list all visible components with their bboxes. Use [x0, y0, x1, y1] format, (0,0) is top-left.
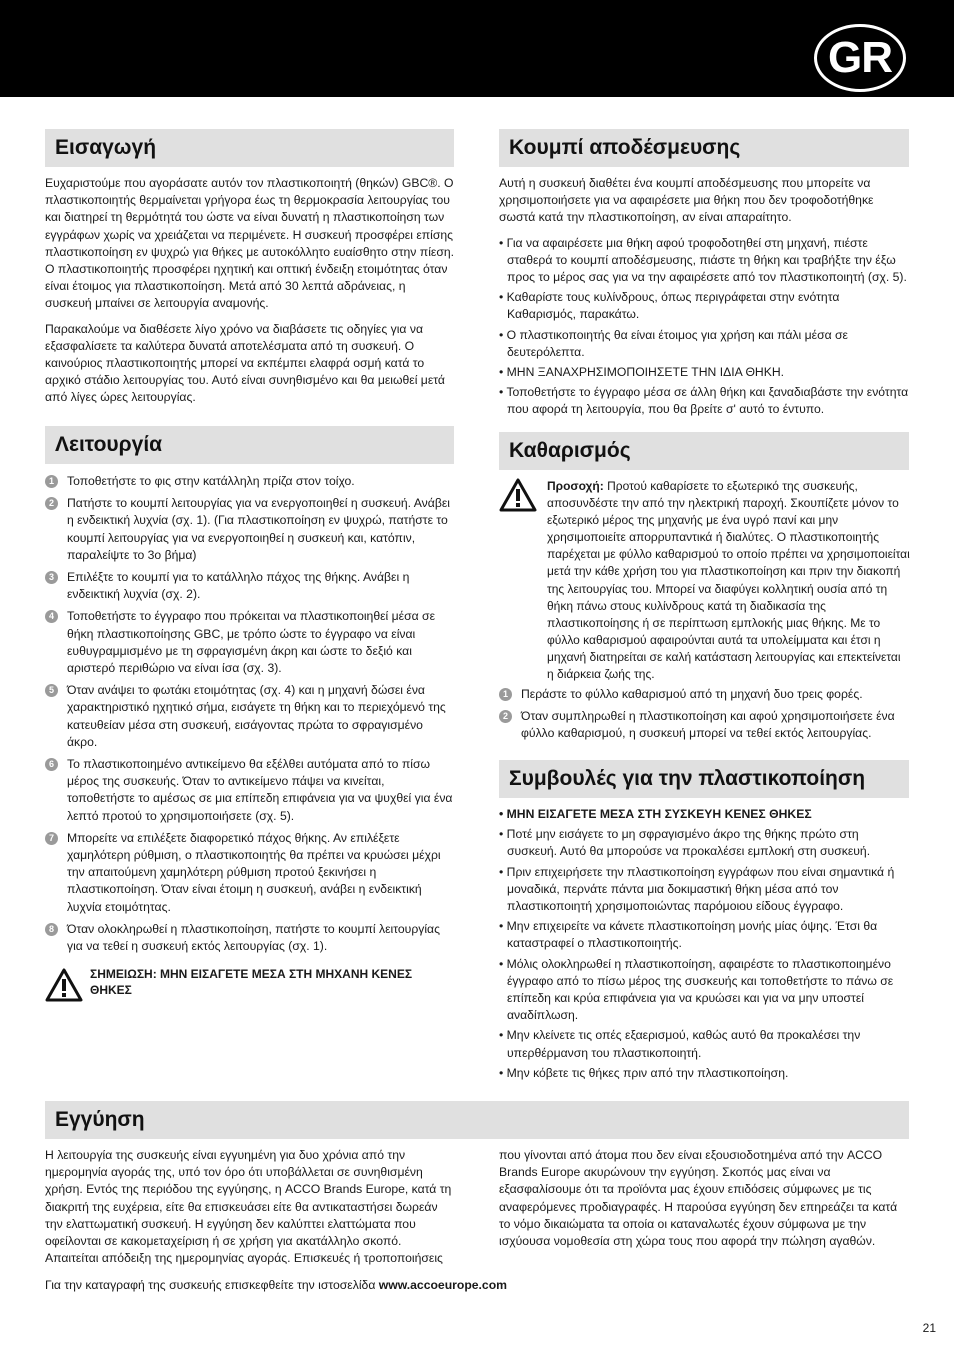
release-heading: Κουμπί αποδέσμευσης — [499, 129, 909, 167]
tips-heading: Συμβουλές για την πλαστικοποίηση — [499, 760, 909, 798]
operation-step — [45, 682, 455, 751]
step-text: Πατήστε το κουμπί λειτουργίας για να ενεργοποιηθεί η συσκευή. Ανάβει η ενδεικτική λυχνία (σχ. 1). (Για πλαστικοποίηση εν ψυχρώ, πατήστε το κουμπί λειτουργίας για να ενεργοποιηθεί η συσκευή και, κατόπιν, παραλείψτε το 3ο βήμα) — [67, 496, 450, 562]
cleaning-steps — [499, 686, 911, 748]
step-text: Τοποθετήστε το έγγραφο που πρόκειται να πλαστικοποιηθεί μέσα σε θήκη πλαστικοποίησης GBC, με τρόπο ώστε το έγγραφο να είναι ευθυγραμμισμένο με τη σφραγισμένη άκρη και ώστε το δεξιό και αριστερό περιθώριο να είναι ίσα (σχ. 3). — [67, 609, 436, 676]
operation-step — [45, 473, 455, 490]
tips-bullet: • Μην κόβετε τις θήκες πριν από την πλαστικοποίηση. — [499, 1065, 911, 1082]
step-text: Επιλέξτε το κουμπί για το κατάλληλο πάχος της θήκης. Ανάβει η ενδεικτική λυχνία (σχ. 2). — [67, 570, 410, 602]
step-text: Τοποθετήστε το φις στην κατάλληλη πρίζα στον τοίχο. — [67, 474, 355, 488]
cleaning-step — [499, 708, 911, 742]
step-number-icon: 8 — [45, 923, 58, 936]
warning-icon — [499, 478, 537, 512]
operation-step — [45, 921, 455, 955]
release-text — [499, 175, 911, 422]
caution-label: Προσοχή: — [547, 479, 604, 493]
operation-heading: Λειτουργία — [45, 426, 454, 464]
tips-bullet: • Ποτέ μην εισάγετε το μη σφραγισμένο άκρο της θήκης πρώτο στη συσκευή. Αυτό θα μπορούσε να προκαλέσει εμπλοκή στη συσκευή. — [499, 826, 911, 860]
page-number: 21 — [922, 1321, 936, 1335]
step-number-icon: 1 — [499, 688, 512, 701]
operation-step — [45, 608, 455, 677]
operation-step — [45, 495, 455, 564]
release-bullet: • Καθαρίστε τους κυλίνδρους, όπως περιγράφεται στην ενότητα Καθαρισμός, παρακάτω. — [499, 289, 911, 323]
warranty-left-text: Η λειτουργία της συσκευής είναι εγγυημένη για δυο χρόνια από την ημερομηνία αγοράς της, υπό τον όρο ότι υποβάλλεται σε συνηθισμένη χρήση. Εντός της περιόδου της εγγύησης, η ACCO Brands Europe, κατά τη διακριτή της ευχέρεια, είτε θα επισκευάσει είτε θα αντικαταστήσει δωρεάν την ελαττωματική συσκευή. Η εγγύηση δεν καλύπτει ελαττώματα που οφείλονται σε κακομεταχείριση ή σε χρήση για ακατάλληλο σκοπό. Απαιτείται απόδειξη της ημερομηνίας αγοράς. Επισκευές ή τροποποιήσεις — [45, 1148, 452, 1266]
warranty-right-text: που γίνονται από άτομα που δεν είναι εξουσιοδοτημένα από την ACCO Brands Europe ακυρώνουν την εγγύηση. Σκοπός μας είναι να εξασφαλίσουμε ότι τα προϊόντα μας έχουν επιδόσεις σύμφωνες με τις αναφερόμενες προδιαγραφές. Η παρούσα εγγύηση δεν επηρεάζει τα κατά το νόμο δικαιώματα τα οποία οι καταναλωτές έχουν σύμφωνα με την ισχύουσα νομοθεσία στη χώρα τους που αφορά την πώληση αγαθών. — [499, 1148, 898, 1249]
step-text: Όταν ολοκληρωθεί η πλαστικοποίηση, πατήστε το κουμπί λειτουργίας για να τεθεί η συσκευή εκτός λειτουργίας (σχ. 1). — [67, 921, 440, 954]
step-number-icon: 2 — [45, 497, 58, 510]
step-text: Το πλαστικοποιημένο αντικείμενο θα εξέλθει αυτόματα από το πίσω μέρος της συσκευής. Όταν το αντικείμενο πάψει να κινείται, τοποθετήστε το αμέσως σε μια επίπεδη επιφάνεια για να ψυχθεί για ένα λεπτό προτού το χρησιμοποιήσετε (σχ. 5). — [67, 757, 453, 823]
registration-line — [45, 1277, 745, 1294]
operation-steps — [45, 473, 455, 960]
intro-text — [45, 175, 455, 415]
intro-paragraph-1: Ευχαριστούμε που αγοράσατε αυτόν τον πλαστικοποιητή (θηκών) GBC®. Ο πλαστικοποιητής θερμαίνεται γρήγορα έως τη θερμοκρασία λειτουργίας του και διατηρεί τη θερμότητά του ώστε να είναι δυνατή η πλαστικοποίηση των εγγράφων χωρίς να χρειάζεται να περιμένετε. Η συσκευή προσφέρει επίσης πλαστικοποίηση εν ψυχρώ για θήκες με αυτοκόλλητο ευαίσθητο στην πίεση. Ο πλαστικοποιητής προσφέρει ηχητική και οπτική ένδειξη ετοιμότητας όταν είναι έτοιμος για πλαστικοποίηση. Μετά από 30 λεπτά αδράνειας, η συσκευή μπαίνει σε λειτουργία αναμονής. — [45, 176, 455, 311]
step-text: Όταν συμπληρωθεί η πλαστικοποίηση και αφού χρησιμοποιήσετε ένα φύλλο καθαρισμού, η συσκευή μπορεί να τεθεί εκτός λειτουργίας. — [521, 709, 895, 741]
cleaning-heading: Καθαρισμός — [499, 432, 909, 470]
caution-text — [547, 478, 910, 683]
note-text: ΣΗΜΕΙΩΣΗ: ΜΗΝ ΕΙΣΑΓΕΤΕ ΜΕΣΑ ΣΤΗ ΜΗΧΑΝΗ ΚΕΝΕΣ ΘΗΚΕΣ — [90, 967, 413, 997]
release-bullet: • Για να αφαιρέσετε μια θήκη αφού τροφοδοτηθεί στη μηχανή, πιέστε σταθερά το κουμπί αποδέσμευσης, πιάστε τη θήκη και τραβήξτε την έξω προς το μέρος σας για να την αφαιρέσετε από τον πλαστικοποιητή (σχ. 5). — [499, 235, 911, 287]
step-text: Μπορείτε να επιλέξετε διαφορετικό πάχος θήκης. Αν επιλέξετε χαμηλότερη ρύθμιση, ο πλαστικοποιητής θα πρέπει να κρυώσει μέχρι την απαιτούμενη χαμηλότερη ρύθμιση προτού ξεκινήσει η πλαστικοποίηση. Όταν είναι έτοιμη η συσκευή, ανάβει η ενδεικτική λυχνία ετοιμότητας. — [67, 830, 441, 914]
registration-link[interactable]: www.accoeurope.com — [378, 1278, 507, 1292]
intro-heading: Εισαγωγή — [45, 129, 454, 167]
tips-bullet: • Μόλις ολοκληρωθεί η πλαστικοποίηση, αφαιρέστε το πλαστικοποιημένο έγγραφο από το πίσω μέρος της συσκευής και τοποθετήστε το πάνω σε επίπεδη και κρύα επιφάνεια για να κρυώσει και για να μην υποστεί αναδίπλωση. — [499, 956, 911, 1025]
step-number-icon: 3 — [45, 571, 58, 584]
tips-list — [499, 806, 911, 1085]
step-number-icon: 1 — [45, 475, 58, 488]
tips-bullet: • Πριν επιχειρήσετε την πλαστικοποίηση εγγράφων που είναι σημαντικά ή μοναδικά, περνάτε πάντα μια δοκιμαστική θήκη μέσα από τον πλαστικοποιητή χρησιμοποιώντας παρόμοιου είδους έγγραφο. — [499, 864, 911, 916]
step-number-icon: 2 — [499, 710, 512, 723]
step-text: Περάστε το φύλλο καθαρισμού από τη μηχανή δυο τρεις φορές. — [521, 687, 863, 701]
tips-bullet: • Μην κλείνετε τις οπές εξαερισμού, καθώς αυτό θα προκαλέσει την υπερθέρμανση του πλαστικοποιητή. — [499, 1027, 911, 1061]
warranty-heading: Εγγύηση — [45, 1101, 909, 1139]
language-badge: GR — [814, 24, 906, 92]
release-bullet: • Ο πλαστικοποιητής θα είναι έτοιμος για χρήση και πάλι μέσα σε δευτερόλεπτα. — [499, 327, 911, 361]
registration-text: Για την καταγραφή της συσκευής επισκεφθείτε την ιστοσελίδα — [45, 1278, 379, 1292]
tips-bold-bullet: • ΜΗΝ ΕΙΣΑΓΕΤΕ ΜΕΣΑ ΣΤΗ ΣΥΣΚΕΥΗ ΚΕΝΕΣ ΘΗΚΕΣ — [499, 806, 911, 823]
operation-note — [45, 966, 455, 1006]
operation-step — [45, 830, 455, 916]
step-number-icon: 4 — [45, 610, 58, 623]
step-number-icon: 5 — [45, 684, 58, 697]
header-bar — [0, 0, 954, 97]
operation-step — [45, 569, 455, 603]
cleaning-step — [499, 686, 911, 703]
intro-paragraph-2: Παρακαλούμε να διαθέσετε λίγο χρόνο να διαβάσετε τις οδηγίες για να εξασφαλίσετε τα καλύτερα δυνατά αποτελέσματα από τη συσκευή. Ο καινούριος πλαστικοποιητής μπορεί να εκπέμπει ελαφρά οσμή κατά το αρχικό στάδιο λειτουργίας του. Αυτό είναι συνηθισμένο και θα μειωθεί μετά από λίγες ώρες λειτουργίας. — [45, 321, 445, 405]
operation-step — [45, 756, 455, 825]
step-number-icon: 7 — [45, 832, 58, 845]
warning-icon — [45, 968, 83, 1002]
release-bullet: • Τοποθετήστε το έγγραφο μέσα σε άλλη θήκη και ξαναδιαβάστε την ενότητα που αφορά τη λειτουργία, που θα βρείτε σ' αυτό το έντυπο. — [499, 384, 911, 418]
step-number-icon: 6 — [45, 758, 58, 771]
release-paragraph: Αυτή η συσκευή διαθέτει ένα κουμπί αποδέσμευσης που μπορείτε να χρησιμοποιήσετε για να αφαιρέσετε μια θήκη που δεν τροφοδοτήθηκε σωστά κατά την πλαστικοποίηση, αν είναι απαραίτητο. — [499, 176, 874, 225]
release-bullet: • ΜΗΝ ΞΑΝΑΧΡΗΣΙΜΟΠΟΙΗΣΕΤΕ ΤΗΝ ΙΔΙΑ ΘΗΚΗ. — [499, 364, 911, 381]
step-text: Όταν ανάψει το φωτάκι ετοιμότητας (σχ. 4) και η μηχανή δώσει ένα χαρακτηριστικό ηχητικό σήμα, εισάγετε τη θήκη και το περιεχόμενό της κατευθείαν μέσα στη συσκευή, εισάγοντας πρώτα το σφραγισμένο άκρο. — [67, 683, 446, 749]
tips-bullet: • Μην επιχειρείτε να κάνετε πλαστικοποίηση μονής μίας όψης. Έτσι θα καταστραφεί ο πλαστικοποιητής. — [499, 918, 911, 952]
caution-body: Προτού καθαρίσετε το εξωτερικό της συσκευής, αποσυνδέστε την από την ηλεκτρική παροχή. Σκουπίζετε μόνον το εξωτερικό μέρος της μηχανής με ένα υγρό πανί και μην χρησιμοποιείτε απορρυπαντικά ή διαλύτες. Ο πλαστικοποιητής παρέχεται με φύλλο καθαρισμού το οποίο πρέπει να χρησιμοποιείται μετά την κάθε χρήση του για πλαστικοποίηση και πριν την διακοπή της λειτουργίας του. Μπορεί να διαφύγει κολλητική ουσία από τη θήκη πάνω στους κυλίνδρους κατά τη διαδικασία της πλαστικοποίησης ή σε περίπτωση εμπλοκής μιας θήκης. Με το φύλλο καθαρισμού αφαιρούνται αυτά τα υπολείμματα και έτσι η μηχανή διατηρείται σε καλή κατάσταση λειτουργίας και επεκτείνεται η διάρκεια ζωής της. — [547, 479, 910, 682]
